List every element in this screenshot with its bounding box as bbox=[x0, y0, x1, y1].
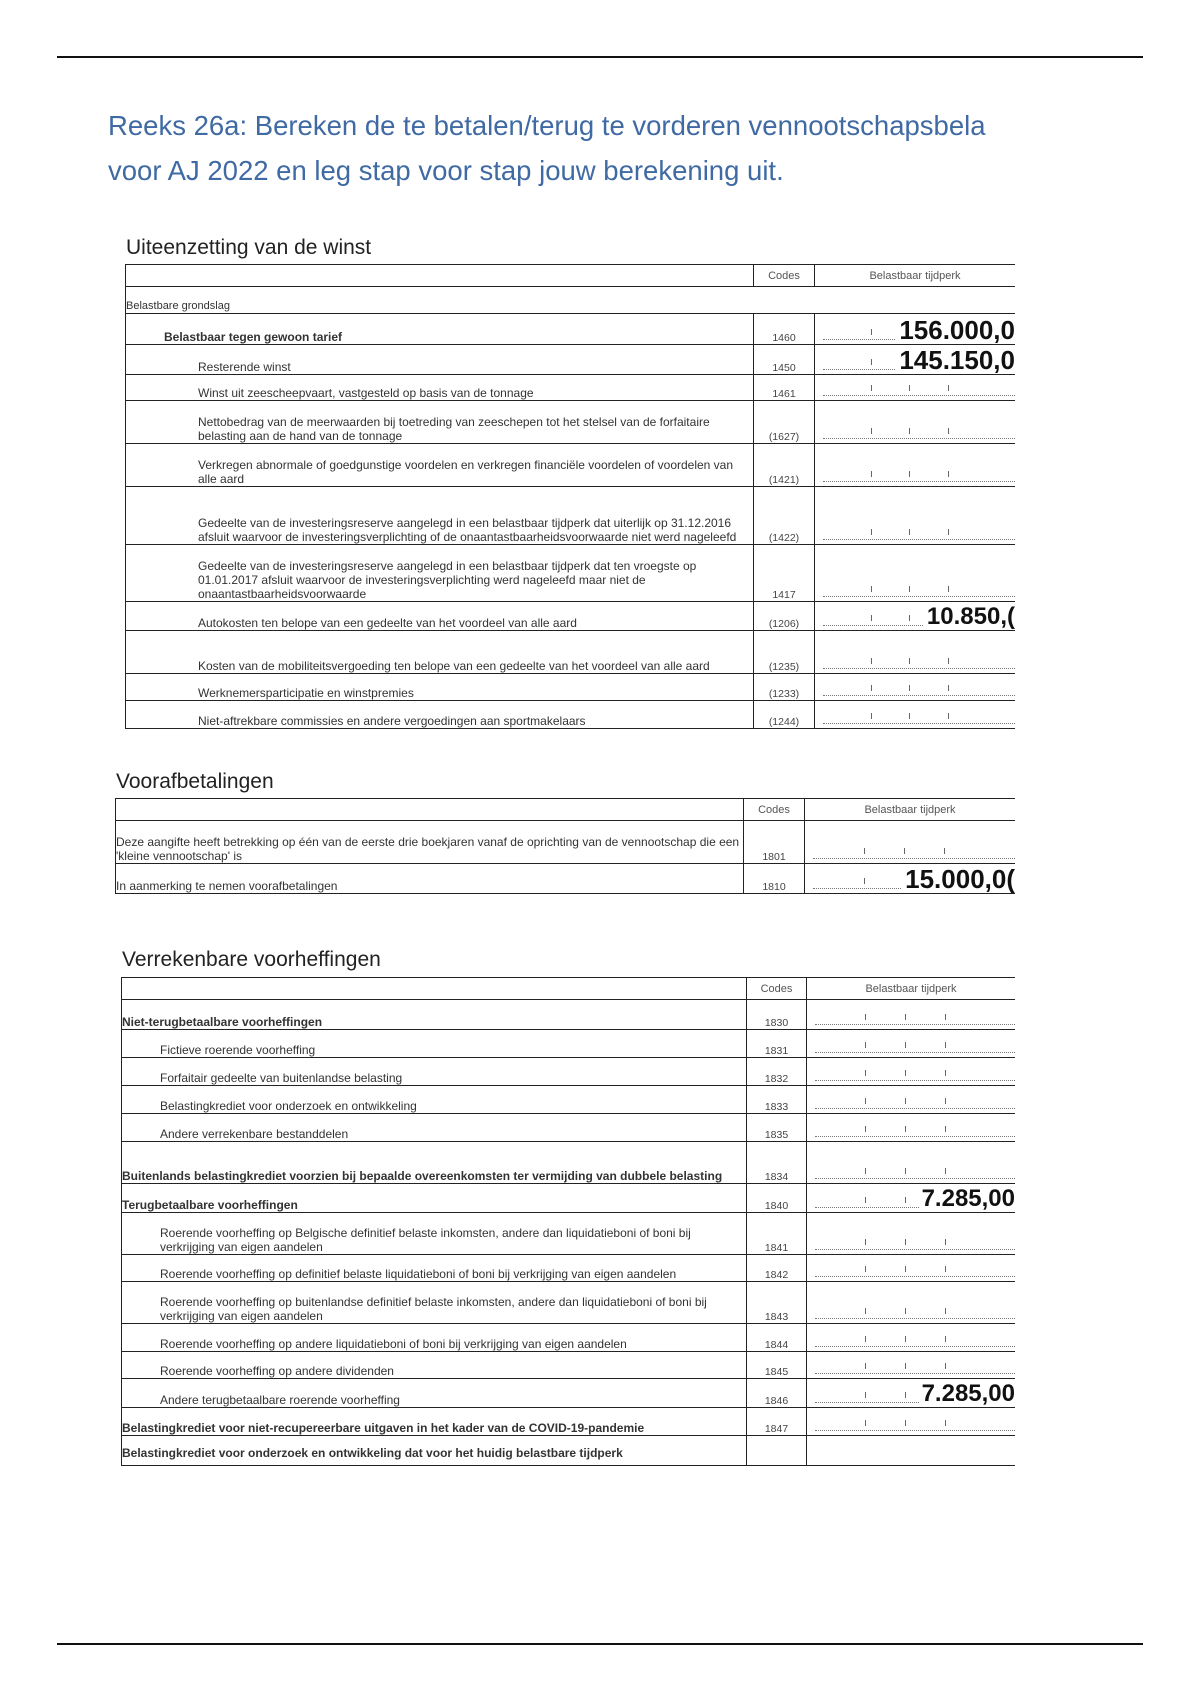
amount-separator-tick bbox=[864, 848, 865, 854]
row-code: 1834 bbox=[747, 1142, 807, 1184]
amount-cell[interactable] bbox=[807, 1030, 1016, 1058]
amount-separator-tick bbox=[905, 1168, 906, 1174]
amount-separator-tick bbox=[865, 1308, 866, 1314]
amount-separator-tick bbox=[865, 1336, 866, 1342]
amount-cell[interactable] bbox=[807, 1058, 1016, 1086]
row-code: 1450 bbox=[754, 345, 815, 375]
amount-separator-tick bbox=[945, 1266, 946, 1272]
amount-cell[interactable] bbox=[807, 1142, 1016, 1184]
amount-separator-tick bbox=[945, 1126, 946, 1132]
amount-separator-tick bbox=[865, 1070, 866, 1076]
amount-cell[interactable] bbox=[807, 1086, 1016, 1114]
amount-separator-tick bbox=[945, 1014, 946, 1020]
amount-value: 15.000,0( bbox=[902, 865, 1015, 893]
row-code: 1832 bbox=[747, 1058, 807, 1086]
winst-section-title: Uiteenzetting van de winst bbox=[126, 236, 372, 259]
period-header: Belastbaar tijdperk bbox=[807, 978, 1016, 1000]
row-label: Werknemersparticipatie en winstpremies bbox=[126, 674, 754, 701]
amount-separator-tick bbox=[905, 1042, 906, 1048]
amount-separator-tick bbox=[865, 1126, 866, 1132]
row-code: 1844 bbox=[747, 1324, 807, 1352]
row-label: Gedeelte van de investeringsreserve aangelegd in een belastbaar tijdperk dat uiterlijk op 31.12.2016 afsluit waarvoor de investeringsverplichting of de onaantastbaarheidsvoorwaarde niet werd nageleefd bbox=[126, 487, 754, 545]
amount-separator-tick bbox=[871, 685, 872, 691]
codes-header: Codes bbox=[744, 799, 805, 821]
amount-cell[interactable] bbox=[815, 345, 1016, 375]
period-header: Belastbaar tijdperk bbox=[815, 265, 1016, 287]
top-rule bbox=[57, 56, 1143, 58]
amount-cell[interactable] bbox=[815, 487, 1016, 545]
amount-separator-tick bbox=[945, 1168, 946, 1174]
amount-separator-tick bbox=[865, 1392, 866, 1398]
amount-separator-tick bbox=[871, 471, 872, 477]
voorafbetalingen-section-title: Voorafbetalingen bbox=[116, 770, 274, 793]
row-code: 1417 bbox=[754, 545, 815, 602]
row-label: Kosten van de mobiliteitsvergoeding ten belope van een gedeelte van het voordeel van alle aard bbox=[126, 631, 754, 674]
amount-value: 145.150,0 bbox=[896, 346, 1015, 374]
amount-cell[interactable] bbox=[807, 1282, 1016, 1324]
amount-separator-tick bbox=[865, 1197, 866, 1203]
amount-cell[interactable] bbox=[815, 674, 1016, 701]
amount-separator-tick bbox=[945, 1239, 946, 1245]
voorheffingen-section-title: Verrekenbare voorheffingen bbox=[122, 948, 381, 971]
amount-separator-tick bbox=[865, 1098, 866, 1104]
row-label: Andere terugbetaalbare roerende voorheffing bbox=[122, 1379, 747, 1408]
amount-cell[interactable] bbox=[815, 314, 1016, 345]
row-label: Verkregen abnormale of goedgunstige voordelen en verkregen financiële voordelen of voordelen van alle aard bbox=[126, 444, 754, 487]
amount-separator-tick bbox=[948, 385, 949, 391]
voorafbetalingen-table bbox=[115, 798, 1015, 894]
row-code: 1841 bbox=[747, 1213, 807, 1255]
codes-header: Codes bbox=[747, 978, 807, 1000]
amount-separator-tick bbox=[905, 1014, 906, 1020]
row-label: In aanmerking te nemen voorafbetalingen bbox=[116, 864, 744, 894]
assignment-heading bbox=[108, 103, 1020, 193]
row-code: 1847 bbox=[747, 1408, 807, 1436]
bottom-rule bbox=[57, 1643, 1143, 1645]
amount-separator-tick bbox=[909, 713, 910, 719]
row-code: 1845 bbox=[747, 1352, 807, 1379]
amount-separator-tick bbox=[905, 1420, 906, 1426]
row-code: 1801 bbox=[744, 821, 805, 864]
amount-separator-tick bbox=[865, 1363, 866, 1369]
row-label: Forfaitair gedeelte van buitenlandse belasting bbox=[122, 1058, 747, 1086]
row-label: Winst uit zeescheepvaart, vastgesteld op basis van de tonnage bbox=[126, 375, 754, 401]
section-label: Belastbare grondslag bbox=[126, 287, 1016, 314]
amount-separator-tick bbox=[945, 1363, 946, 1369]
amount-cell[interactable] bbox=[815, 701, 1016, 729]
amount-cell[interactable] bbox=[807, 1408, 1016, 1436]
winst-table bbox=[125, 264, 1015, 729]
amount-separator-tick bbox=[944, 848, 945, 854]
row-code: (1235) bbox=[754, 631, 815, 674]
amount-value: 10.850,( bbox=[924, 604, 1015, 630]
amount-separator-tick bbox=[905, 1098, 906, 1104]
row-label: Resterende winst bbox=[126, 345, 754, 375]
amount-separator-tick bbox=[945, 1336, 946, 1342]
amount-separator-tick bbox=[948, 685, 949, 691]
row-code: 1846 bbox=[747, 1379, 807, 1408]
amount-cell[interactable] bbox=[807, 1352, 1016, 1379]
amount-separator-tick bbox=[905, 1363, 906, 1369]
row-label: Autokosten ten belope van een gedeelte van het voordeel van alle aard bbox=[126, 602, 754, 631]
assignment-line-2: voor AJ 2022 en leg stap voor stap jouw berekening uit. bbox=[108, 155, 784, 186]
amount-cell[interactable] bbox=[815, 444, 1016, 487]
amount-separator-tick bbox=[909, 586, 910, 592]
amount-separator-tick bbox=[909, 385, 910, 391]
row-code: 1840 bbox=[747, 1184, 807, 1213]
row-code: (1422) bbox=[754, 487, 815, 545]
voorheffingen-table bbox=[121, 977, 1015, 1467]
amount-separator-tick bbox=[905, 1239, 906, 1245]
row-label: Niet-aftrekbare commissies en andere vergoedingen aan sportmakelaars bbox=[126, 701, 754, 729]
row-code: (1206) bbox=[754, 602, 815, 631]
amount-separator-tick bbox=[865, 1168, 866, 1174]
row-label: Roerende voorheffing op andere dividenden bbox=[122, 1352, 747, 1379]
amount-separator-tick bbox=[905, 1197, 906, 1203]
amount-cell[interactable] bbox=[815, 631, 1016, 674]
amount-separator-tick bbox=[871, 428, 872, 434]
row-code: 1830 bbox=[747, 1000, 807, 1030]
amount-value: 7.285,00 bbox=[919, 1186, 1015, 1212]
amount-separator-tick bbox=[948, 713, 949, 719]
row-code: 1843 bbox=[747, 1282, 807, 1324]
amount-separator-tick bbox=[909, 685, 910, 691]
amount-separator-tick bbox=[865, 1266, 866, 1272]
row-label: Deze aangifte heeft betrekking op één van de eerste drie boekjaren vanaf de oprichting van de vennootschap die een 'kleine vennootschap' is bbox=[116, 821, 744, 864]
row-label: Belastingkrediet voor niet-recupereerbare uitgaven in het kader van de COVID-19-pandemie bbox=[122, 1408, 747, 1436]
row-code: (1627) bbox=[754, 401, 815, 444]
amount-separator-tick bbox=[871, 586, 872, 592]
amount-separator-tick bbox=[945, 1042, 946, 1048]
row-label: Terugbetaalbare voorheffingen bbox=[122, 1184, 747, 1213]
amount-separator-tick bbox=[905, 1392, 906, 1398]
amount-cell[interactable] bbox=[807, 1436, 1016, 1466]
amount-separator-tick bbox=[905, 1308, 906, 1314]
amount-value: 156.000,0 bbox=[896, 316, 1015, 344]
row-label: Roerende voorheffing op definitief belaste liquidatieboni of boni bij verkrijging van eigen aandelen bbox=[122, 1255, 747, 1282]
amount-separator-tick bbox=[871, 329, 872, 335]
row-label: Roerende voorheffing op buitenlandse definitief belaste inkomsten, andere dan liquidatieboni of boni bij verkrijging van eigen aandelen bbox=[122, 1282, 747, 1324]
amount-separator-tick bbox=[948, 428, 949, 434]
assignment-line-1: Reeks 26a: Bereken de te betalen/terug te vorderen vennootschapsbela bbox=[108, 110, 986, 141]
row-code: (1233) bbox=[754, 674, 815, 701]
amount-cell[interactable] bbox=[807, 1184, 1016, 1213]
amount-cell[interactable] bbox=[807, 1114, 1016, 1142]
amount-cell[interactable] bbox=[807, 1213, 1016, 1255]
amount-separator-tick bbox=[864, 878, 865, 884]
row-code: 1833 bbox=[747, 1086, 807, 1114]
amount-cell[interactable] bbox=[805, 821, 1016, 864]
amount-separator-tick bbox=[945, 1308, 946, 1314]
row-code: (1421) bbox=[754, 444, 815, 487]
amount-separator-tick bbox=[871, 385, 872, 391]
row-code: 1831 bbox=[747, 1030, 807, 1058]
row-label: Fictieve roerende voorheffing bbox=[122, 1030, 747, 1058]
amount-cell[interactable] bbox=[815, 545, 1016, 602]
row-code: 1460 bbox=[754, 314, 815, 345]
amount-cell[interactable] bbox=[807, 1324, 1016, 1352]
amount-cell[interactable] bbox=[807, 1000, 1016, 1030]
amount-separator-tick bbox=[909, 471, 910, 477]
amount-separator-tick bbox=[909, 615, 910, 621]
amount-separator-tick bbox=[945, 1420, 946, 1426]
row-code: 1835 bbox=[747, 1114, 807, 1142]
amount-cell[interactable] bbox=[815, 375, 1016, 401]
row-label: Gedeelte van de investeringsreserve aangelegd in een belastbaar tijdperk dat ten vroegste op 01.01.2017 afsluit waarvoor de investeringsverplichting werd nageleefd maar niet de onaantastbaarheidsvoorwaarde bbox=[126, 545, 754, 602]
amount-separator-tick bbox=[909, 529, 910, 535]
amount-cell[interactable] bbox=[815, 401, 1016, 444]
amount-separator-tick bbox=[945, 1098, 946, 1104]
amount-separator-tick bbox=[905, 1336, 906, 1342]
amount-separator-tick bbox=[871, 359, 872, 365]
row-code: 1842 bbox=[747, 1255, 807, 1282]
amount-separator-tick bbox=[865, 1239, 866, 1245]
amount-separator-tick bbox=[948, 658, 949, 664]
amount-cell[interactable] bbox=[807, 1379, 1016, 1408]
amount-separator-tick bbox=[905, 1070, 906, 1076]
amount-cell[interactable] bbox=[807, 1255, 1016, 1282]
row-label: Nettobedrag van de meerwaarden bij toetreding van zeeschepen tot het stelsel van de forfaitaire belasting aan de hand van de tonnage bbox=[126, 401, 754, 444]
amount-separator-tick bbox=[871, 713, 872, 719]
amount-separator-tick bbox=[865, 1420, 866, 1426]
amount-value: 7.285,00 bbox=[919, 1381, 1015, 1407]
row-label: Roerende voorheffing op Belgische definitief belaste inkomsten, andere dan liquidatieboni of boni bij verkrijging van eigen aandelen bbox=[122, 1213, 747, 1255]
row-label: Andere verrekenbare bestanddelen bbox=[122, 1114, 747, 1142]
row-code bbox=[747, 1436, 807, 1466]
row-code: (1244) bbox=[754, 701, 815, 729]
amount-separator-tick bbox=[948, 471, 949, 477]
row-code: 1461 bbox=[754, 375, 815, 401]
amount-separator-tick bbox=[904, 848, 905, 854]
row-label: Belastingkrediet voor onderzoek en ontwikkeling dat voor het huidig belastbare tijdperk bbox=[122, 1436, 747, 1466]
period-header: Belastbaar tijdperk bbox=[805, 799, 1016, 821]
amount-separator-tick bbox=[905, 1126, 906, 1132]
amount-separator-tick bbox=[871, 529, 872, 535]
row-label: Niet-terugbetaalbare voorheffingen bbox=[122, 1000, 747, 1030]
amount-separator-tick bbox=[871, 658, 872, 664]
row-label: Belastingkrediet voor onderzoek en ontwikkeling bbox=[122, 1086, 747, 1114]
amount-separator-tick bbox=[909, 658, 910, 664]
amount-separator-tick bbox=[871, 615, 872, 621]
amount-cell[interactable] bbox=[815, 602, 1016, 631]
row-label: Roerende voorheffing op andere liquidatieboni of boni bij verkrijging van eigen aandelen bbox=[122, 1324, 747, 1352]
row-code: 1810 bbox=[744, 864, 805, 894]
amount-cell[interactable] bbox=[805, 864, 1016, 894]
amount-separator-tick bbox=[948, 529, 949, 535]
amount-separator-tick bbox=[948, 586, 949, 592]
amount-separator-tick bbox=[865, 1014, 866, 1020]
amount-separator-tick bbox=[909, 428, 910, 434]
amount-separator-tick bbox=[865, 1042, 866, 1048]
row-label: Belastbaar tegen gewoon tarief bbox=[126, 314, 754, 345]
codes-header: Codes bbox=[754, 265, 815, 287]
amount-separator-tick bbox=[945, 1070, 946, 1076]
amount-separator-tick bbox=[905, 1266, 906, 1272]
row-label: Buitenlands belastingkrediet voorzien bij bepaalde overeenkomsten ter vermijding van dubbele belasting bbox=[122, 1142, 747, 1184]
